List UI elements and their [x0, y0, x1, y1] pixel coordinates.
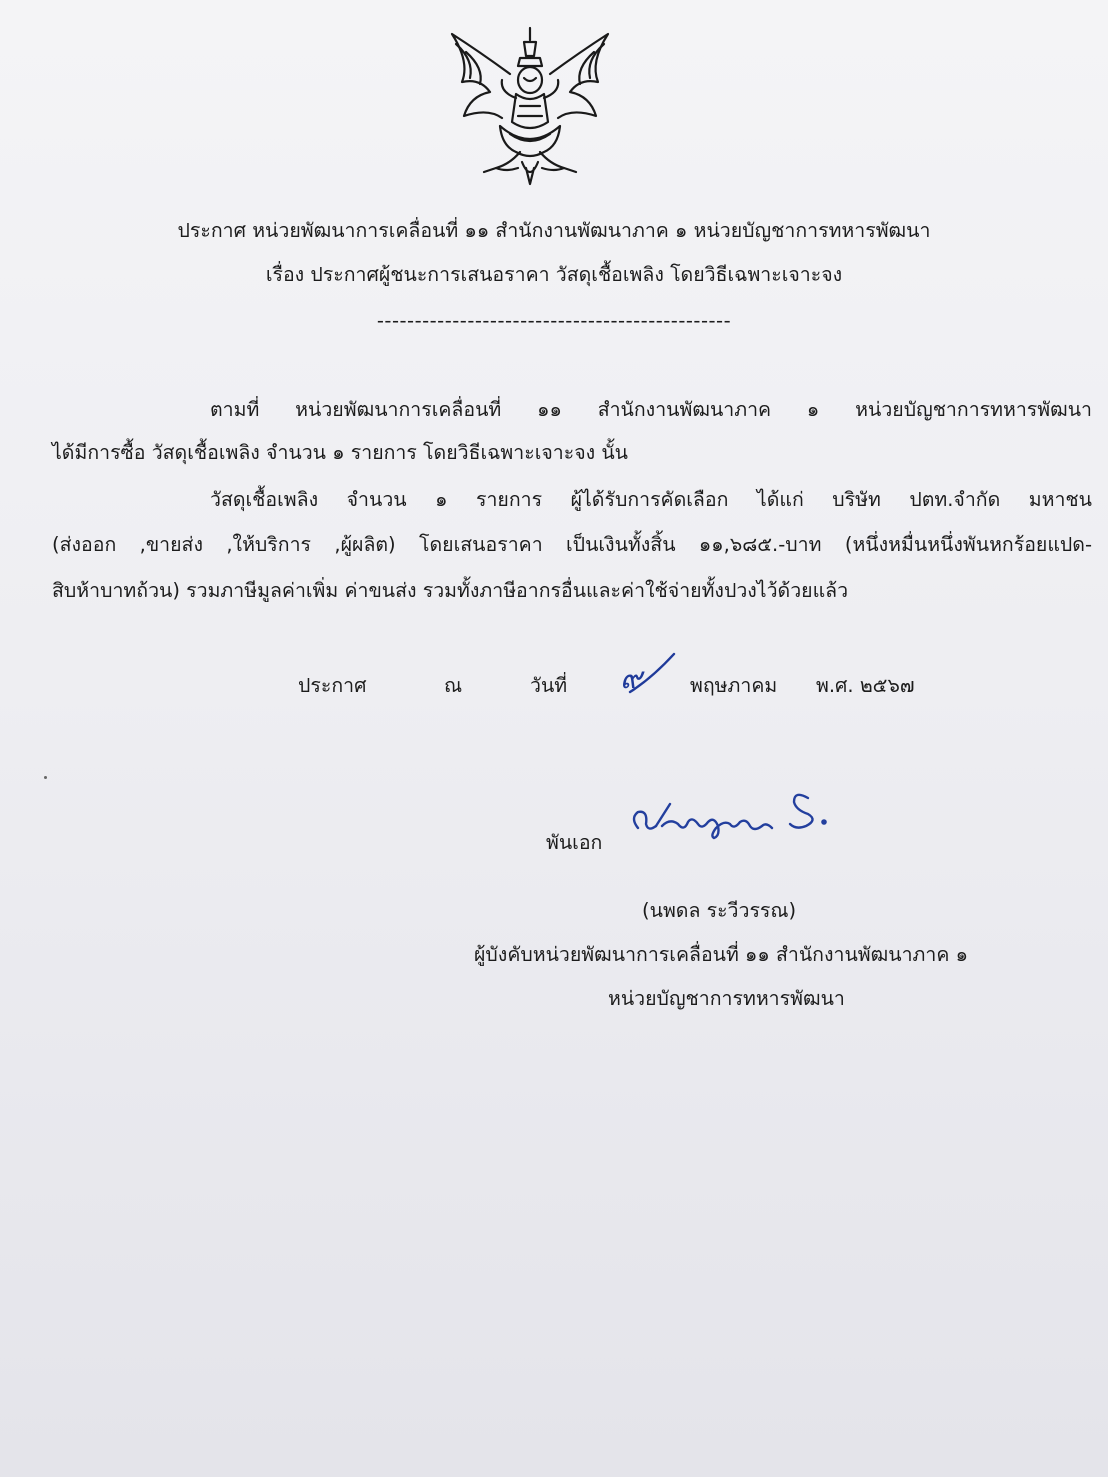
date-label: ประกาศ	[298, 674, 367, 697]
signer-rank: พันเอก	[546, 831, 603, 854]
paragraph-1-line-1: ตามที่ หน่วยพัฒนาการเคลื่อนที่ ๑๑ สำนักงานพัฒนาภาค ๑ หน่วยบัญชาการทหารพัฒนา	[210, 398, 1092, 421]
signer-title-line-1: ผู้บังคับหน่วยพัฒนาการเคลื่อนที่ ๑๑ สำนักงานพัฒนาภาค ๑	[474, 943, 968, 966]
date-at: ณ	[444, 674, 463, 697]
signer-name: (นพดล ระวีวรรณ)	[642, 899, 797, 922]
paragraph-2-line-2: (ส่งออก ,ขายส่ง ,ให้บริการ ,ผู้ผลิต) โดยเสนอราคา เป็นเงินทั้งสิ้น ๑๑,๖๘๕.-บาท (หนึ่งหมื่นหนึ่งพันหกร้อยแปด-	[52, 533, 1092, 556]
paragraph-2-line-1: วัสดุเชื้อเพลิง จำนวน ๑ รายการ ผู้ได้รับการคัดเลือก ได้แก่ บริษัท ปตท.จำกัด มหาชน	[210, 488, 1092, 511]
paper-speck	[44, 776, 47, 779]
garuda-emblem-icon	[440, 22, 620, 187]
paragraph-1-line-2: ได้มีการซื้อ วัสดุเชื้อเพลิง จำนวน ๑ รายการ โดยวิธีเฉพาะเจาะจง นั้น	[52, 441, 629, 464]
signer-title-line-2: หน่วยบัญชาการทหารพัฒนา	[608, 987, 845, 1010]
paragraph-2-line-3: สิบห้าบาทถ้วน) รวมภาษีมูลค่าเพิ่ม ค่าขนส่ง รวมทั้งภาษีอากรอื่นและค่าใช้จ่ายทั้งปวงไว้ด้วยแล้ว	[52, 579, 849, 602]
header-line-1: ประกาศ หน่วยพัฒนาการเคลื่อนที่ ๑๑ สำนักงานพัฒนาภาค ๑ หน่วยบัญชาการทหารพัฒนา	[177, 219, 931, 242]
handwritten-day-stroke	[612, 648, 684, 698]
handwritten-signature	[626, 780, 836, 860]
subject-line: เรื่อง ประกาศผู้ชนะการเสนอราคา วัสดุเชื้อเพลิง โดยวิธีเฉพาะเจาะจง	[265, 263, 843, 286]
header-divider: -----------------------------------------------	[376, 309, 732, 332]
date-day-label: วันที่	[530, 674, 568, 697]
handwritten-day: ๙	[620, 661, 642, 696]
date-month: พฤษภาคม	[690, 674, 778, 697]
date-year: พ.ศ. ๒๕๖๗	[816, 674, 915, 697]
